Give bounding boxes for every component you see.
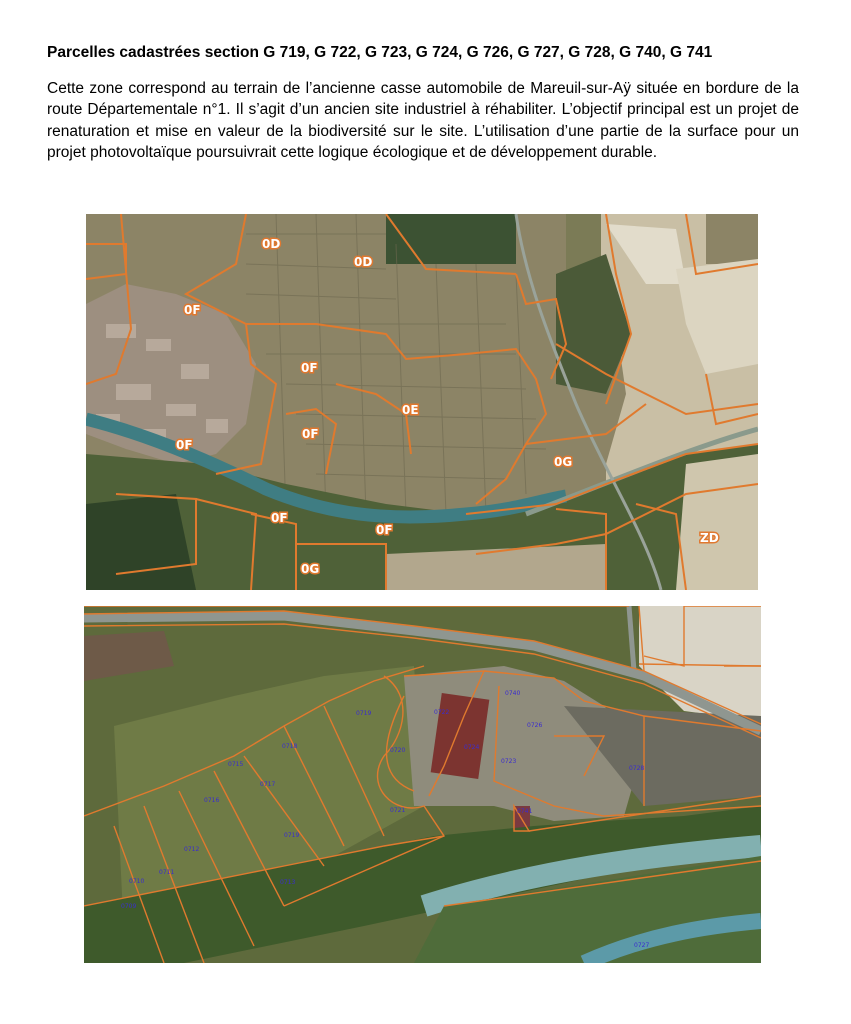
- zone-label: 0F: [271, 511, 288, 525]
- page-title: Parcelles cadastrées section G 719, G 722, G 723, G 724, G 726, G 727, G 728, G 740, G 741: [47, 44, 713, 61]
- overview-map-svg: [86, 214, 758, 590]
- parcel-label: 0721: [390, 807, 406, 814]
- parcel-label: 0709: [121, 903, 137, 910]
- zone-label: 0G: [554, 455, 573, 469]
- field-area: [676, 454, 758, 590]
- parcel-label: 0716: [204, 797, 220, 804]
- zone-label: 0E: [402, 403, 419, 417]
- parcel-label: 0727: [634, 942, 650, 949]
- parcel-label: 0726: [527, 722, 543, 729]
- parcel-detail-map: [84, 606, 761, 963]
- detail-map-svg: [84, 606, 761, 963]
- zone-label: 0F: [301, 361, 318, 375]
- parcel-label: 0710: [129, 878, 145, 885]
- forest-area: [386, 214, 516, 264]
- parcel-label: 0715: [228, 761, 244, 768]
- zone-label: 0F: [184, 303, 201, 317]
- parcel-label: 0718: [282, 743, 298, 750]
- parcel-label: 0713: [280, 879, 296, 886]
- zone-label: 0D: [354, 255, 373, 269]
- parcel-label: 0728: [629, 765, 645, 772]
- parcel-label: 0720: [390, 747, 406, 754]
- parcel-label: 0717: [260, 781, 276, 788]
- zone-label: 0F: [176, 438, 193, 452]
- parcel-label: 0741: [517, 808, 533, 815]
- parcel-label: 0719: [356, 710, 372, 717]
- parcel-label: 0722: [434, 709, 450, 716]
- zone-label: 0G: [301, 562, 320, 576]
- description-paragraph: Cette zone correspond au terrain de l’ancienne casse automobile de Mareuil-sur-Aÿ située en bordure de la route Départementale n°1. Il s’agit d’un ancien site industriel à réhabiliter. L’objectif principal est un projet de renaturation et mise en valeur de la biodiversité sur le site. L’utilisation d’une partie de la surface pour un projet photovoltaïque poursuivrait cette logique écologique et de développement durable.: [47, 80, 799, 162]
- cadastral-overview-map: [86, 214, 758, 590]
- parcel-label: 0724: [464, 744, 480, 751]
- parcel-label: 0723: [501, 758, 517, 765]
- zone-label: 0F: [302, 427, 319, 441]
- parcel-label: 0711: [159, 869, 175, 876]
- parcel-label: 0740: [505, 690, 521, 697]
- parcel-label: 0719: [284, 832, 300, 839]
- zone-label: 0D: [262, 237, 281, 251]
- zone-label: ZD: [700, 531, 719, 545]
- parcel-label: 0712: [184, 846, 200, 853]
- zone-label: 0F: [376, 523, 393, 537]
